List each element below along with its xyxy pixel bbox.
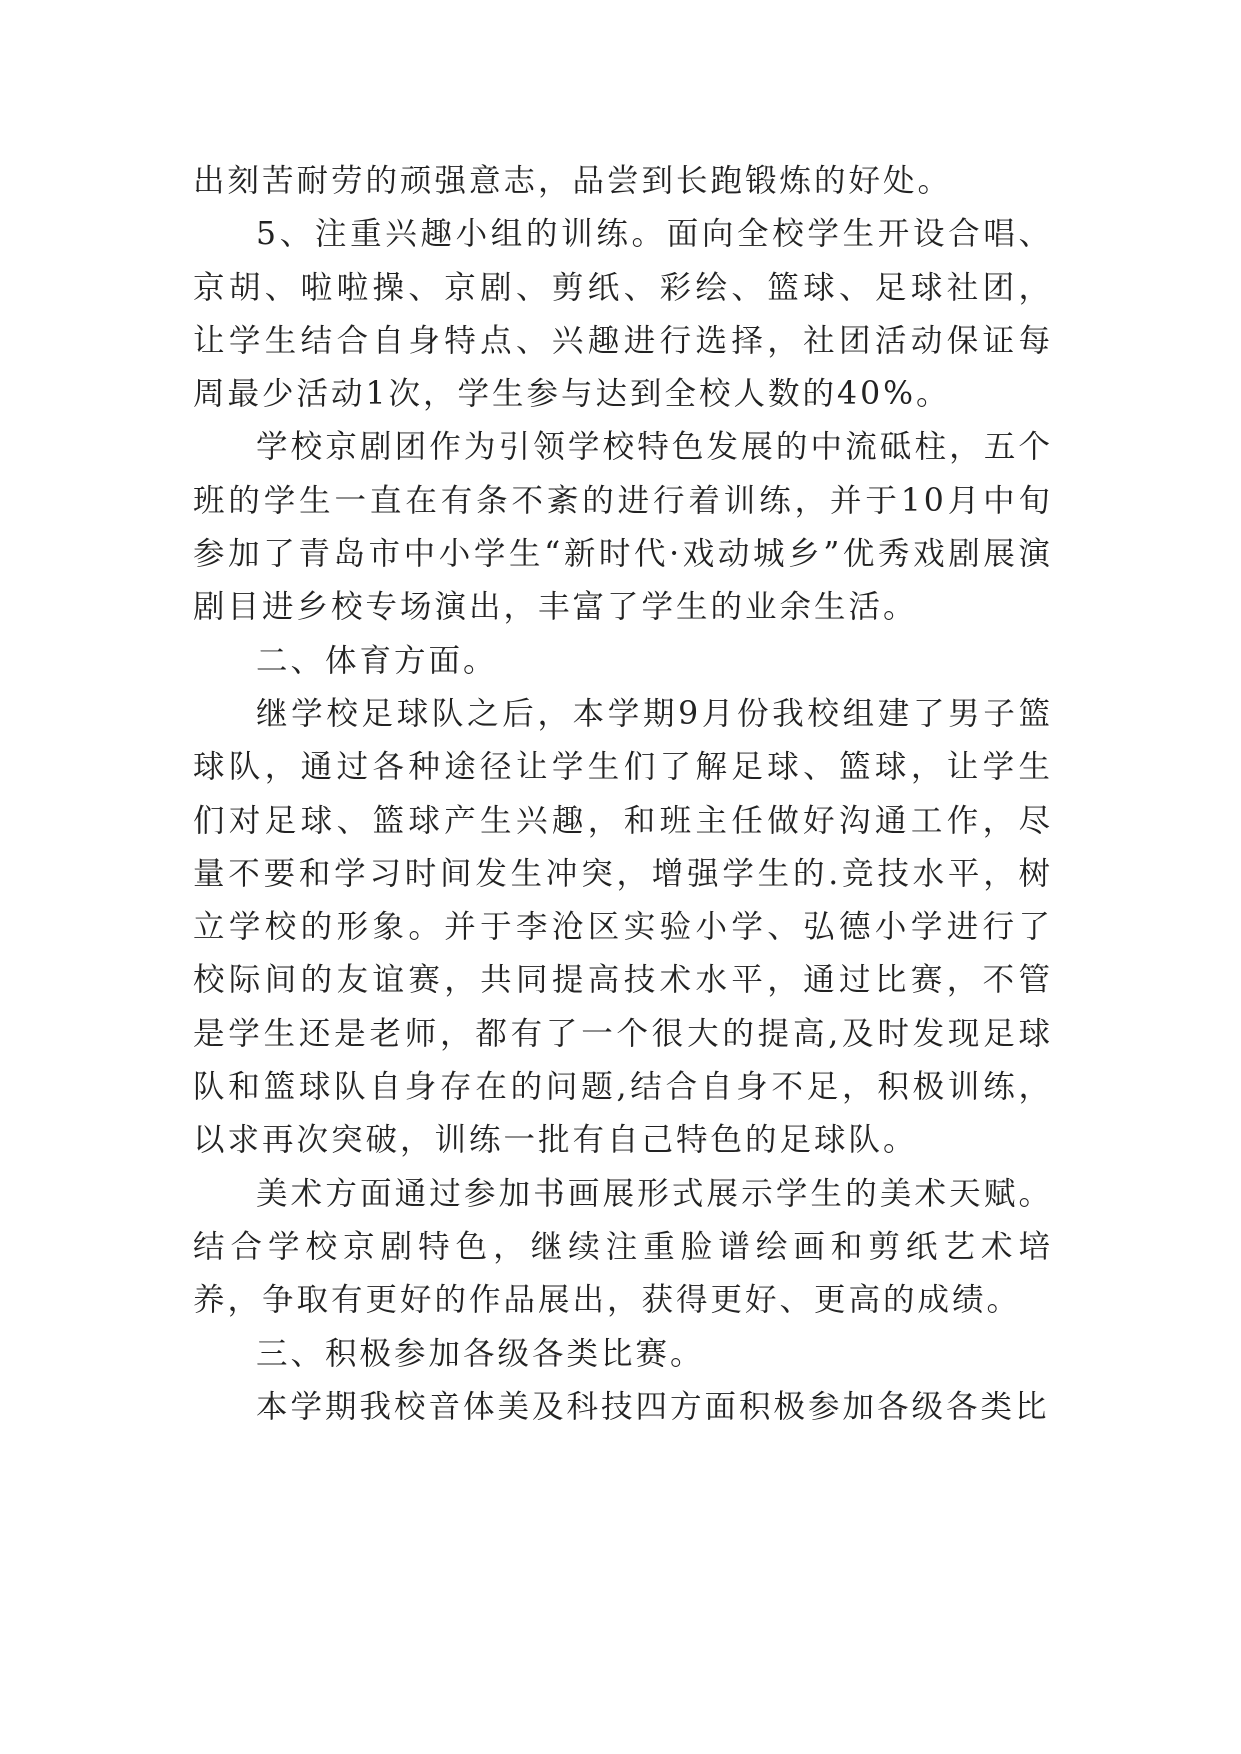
paragraph-2: 5、注重兴趣小组的训练。面向全校学生开设合唱、京胡、啦啦操、京剧、剪纸、彩绘、篮球、足球社团，让学生结合自身特点、兴趣进行选择，社团活动保证每周最少活动1次，学生参与达到全校人数的40%。 (193, 216, 1053, 413)
document-body (193, 155, 1053, 1434)
paragraph-8: 本学期我校音体美及科技四方面积极参加各级各类比 (256, 1388, 1050, 1425)
paragraph-1: 出刻苦耐劳的顽强意志，品尝到长跑锻炼的好处。 (193, 163, 953, 199)
paragraph-6: 美术方面通过参加书画展形式展示学生的美术天赋。结合学校京剧特色，继续注重脸谱绘画和剪纸艺术培养，争取有更好的作品展出，获得更好、更高的成绩。 (193, 1175, 1053, 1319)
paragraph-3: 学校京剧团作为引领学校特色发展的中流砥柱，五个班的学生一直在有条不紊的进行着训练，并于10月中旬参加了青岛市中小学生“新时代·戏动城乡”优秀戏剧展演剧目进乡校专场演出，丰富了学生的业余生活。 (193, 429, 1053, 626)
paragraph-5: 继学校足球队之后，本学期9月份我校组建了男子篮球队，通过各种途径让学生们了解足球、篮球，让学生们对足球、篮球产生兴趣，和班主任做好沟通工作，尽量不要和学习时间发生冲突，增强学生的.竞技水平，树立学校的形象。并于李沧区实验小学、弘德小学进行了校际间的友谊赛，共同提高技术水平，通过比赛，不管是学生还是老师，都有了一个很大的提高,及时发现足球队和篮球队自身存在的问题,结合自身不足，积极训练，以求再次突破，训练一批有自己特色的足球队。 (193, 695, 1053, 1159)
section-heading-competitions: 三、积极参加各级各类比赛。 (256, 1335, 705, 1372)
section-heading-sports: 二、体育方面。 (256, 642, 498, 679)
